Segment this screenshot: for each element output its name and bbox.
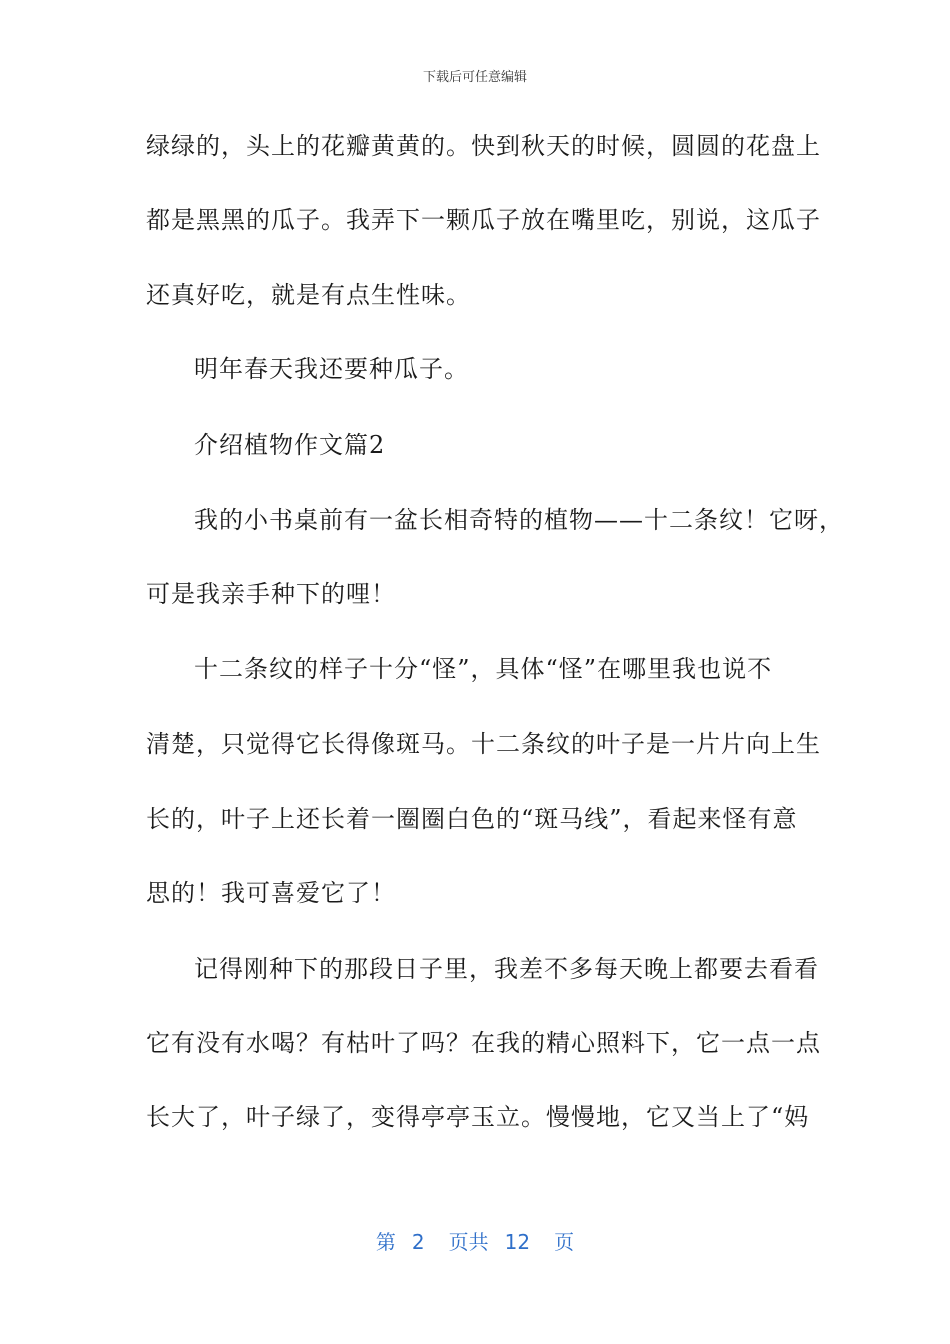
page-footer [0, 1226, 950, 1255]
body-line: 它有没有水喝？有枯叶了吗？在我的精心照料下，它一点一点 [146, 1029, 821, 1057]
body-line: 清楚，只觉得它长得像斑马。十二条纹的叶子是一片片向上生 [146, 730, 821, 758]
body-line: 可是我亲手种下的哩！ [146, 580, 396, 608]
body-line: 绿绿的，头上的花瓣黄黄的。快到秋天的时候，圆圆的花盘上 [146, 132, 821, 160]
body-line: 长大了，叶子绿了，变得亭亭玉立。慢慢地，它又当上了“妈 [146, 1103, 810, 1131]
body-line: 记得刚种下的那段日子里，我差不多每天晚上都要去看看 [194, 955, 819, 983]
body-line: 明年春天我还要种瓜子。 [194, 355, 469, 383]
body-line: 长的，叶子上还长着一圈圈白色的“斑马线”，看起来怪有意 [146, 805, 798, 833]
body-line: 还真好吃，就是有点生性味。 [146, 281, 471, 309]
header-note: 下载后可任意编辑 [422, 70, 527, 85]
body-line: 十二条纹的样子十分“怪”，具体“怪”在哪里我也说不 [194, 655, 773, 683]
footer-suffix: 页 [554, 1230, 575, 1254]
section-heading: 介绍植物作文篇2 [194, 431, 386, 459]
body-line: 都是黑黑的瓜子。我弄下一颗瓜子放在嘴里吃，别说，这瓜子 [146, 206, 821, 234]
current-page-number: 2 [411, 1230, 425, 1254]
body-line: 思的！我可喜爱它了！ [146, 879, 396, 907]
total-pages-number: 12 [504, 1230, 531, 1254]
footer-middle: 页共 [448, 1230, 489, 1254]
footer-prefix: 第 [375, 1230, 396, 1254]
body-line: 我的小书桌前有一盆长相奇特的植物——十二条纹！它呀， [194, 506, 844, 534]
